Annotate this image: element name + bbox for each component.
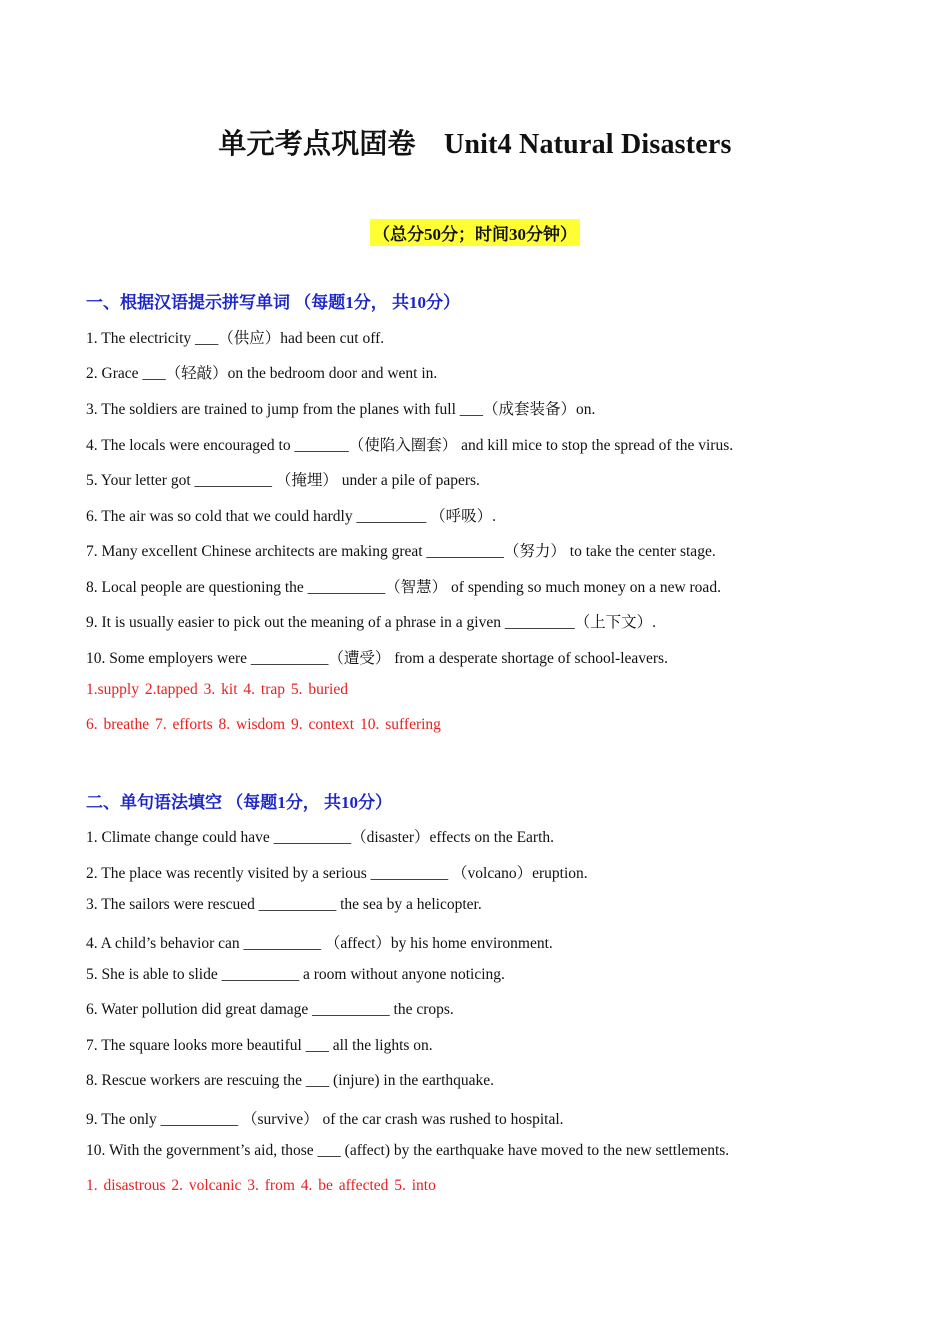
section1-answers-line-1: 1.supply 2.tapped 3. kit 4. trap 5. buried — [86, 681, 348, 698]
subtitle-wrap — [0, 219, 950, 246]
section2-question-6: 6. Water pollution did great damage __________ the crops. — [86, 1001, 454, 1018]
section1-question-4: 4. The locals were encouraged to _______（使陷入圈套） and kill mice to stop the spread of the virus. — [86, 437, 734, 454]
section2-question-10: 10. With the government’s aid, those ___ (affect) by the earthquake have moved to the new settlements. — [86, 1142, 730, 1159]
section1-heading: 一、根据汉语提示拼写单词 （每题1分， 共10分） — [86, 293, 460, 312]
score-time-highlight: （总分50分；时间30分钟） — [370, 219, 580, 246]
section2-heading: 二、单句语法填空 （每题1分， 共10分） — [86, 793, 392, 812]
section2-question-4: 4. A child’s behavior can __________ （affect）by his home environment. — [86, 935, 553, 952]
section2-question-1: 1. Climate change could have __________（disaster）effects on the Earth. — [86, 829, 555, 846]
section2-question-7: 7. The square looks more beautiful ___ all the lights on. — [86, 1037, 433, 1054]
section2-question-9: 9. The only __________ （survive） of the car crash was rushed to hospital. — [86, 1111, 564, 1128]
section1-question-7: 7. Many excellent Chinese architects are making great __________（努力） to take the center stage. — [86, 543, 716, 560]
section2-question-3: 3. The sailors were rescued __________ the sea by a helicopter. — [86, 896, 482, 913]
section1-question-6: 6. The air was so cold that we could hardly _________ （呼吸）. — [86, 508, 496, 525]
section1-question-2: 2. Grace ___（轻敲）on the bedroom door and went in. — [86, 365, 438, 382]
section1-question-8: 8. Local people are questioning the __________（智慧） of spending so much money on a new road. — [86, 579, 721, 596]
section2-question-8: 8. Rescue workers are rescuing the ___ (injure) in the earthquake. — [86, 1072, 495, 1089]
section1-question-3: 3. The soldiers are trained to jump from the planes with full ___（成套装备）on. — [86, 401, 596, 418]
section1-question-5: 5. Your letter got __________ （掩埋） under a pile of papers. — [86, 472, 480, 489]
section1-answers-line-2: 6. breathe 7. efforts 8. wisdom 9. context 10. suffering — [86, 716, 441, 733]
section2-question-5: 5. She is able to slide __________ a room without anyone noticing. — [86, 966, 505, 983]
section2-question-2: 2. The place was recently visited by a serious __________ （volcano）eruption. — [86, 865, 588, 882]
page-title: 单元考点巩固卷 Unit4 Natural Disasters — [218, 129, 732, 160]
section1-question-1: 1. The electricity ___（供应）had been cut off. — [86, 330, 385, 347]
section1-question-10: 10. Some employers were __________（遭受） from a desperate shortage of school-leavers. — [86, 650, 668, 667]
section1-question-9: 9. It is usually easier to pick out the meaning of a phrase in a given _________（上下文）. — [86, 614, 656, 631]
section2-answers-line-1: 1. disastrous 2. volcanic 3. from 4. be affected 5. into — [86, 1177, 436, 1194]
